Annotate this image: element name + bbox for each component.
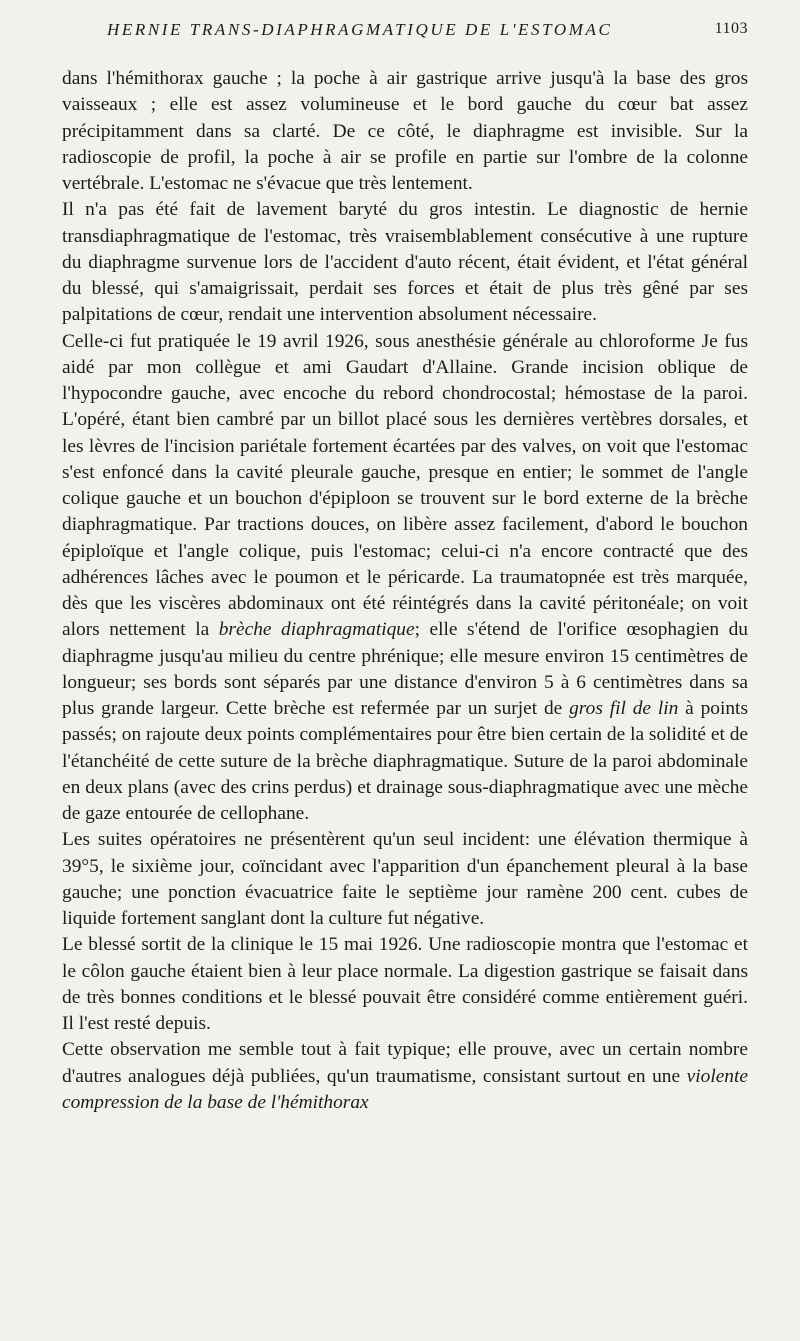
italic-phrase: brèche diaphragmatique (218, 619, 415, 641)
paragraph-text: à points passés; on rajoute deux points complémentaires pour être bien certain de la solidité et de l'étanchéité de cette suture de la brèche diaphragmatique. Suture de la paroi abdominale en deux plans (avec des crins perdus) et drainage sous-diaphragmatique avec une mèche de gaze entourée de cellophane. (62, 698, 748, 824)
paragraph (62, 1037, 748, 1116)
running-head (62, 0, 748, 66)
paragraph (62, 827, 748, 932)
italic-phrase: gros fil de lin (569, 698, 679, 719)
paragraph-text: dans l'hémithorax gauche ; la poche à air gastrique arrive jusqu'à la base des gros vaisseaux ; elle est assez volumineuse et le bord gauche du cœur bat assez précipitamment dans sa clarté. De ce côté, le diaphragme est invisible. Sur la radioscopie de profil, la poche à air se profile en partie sur l'ombre de la colonne vertébrale. L'estomac ne s'évacue que très lentement. (62, 68, 748, 194)
paragraph (62, 66, 748, 197)
body-text (62, 66, 748, 1116)
paragraph-text: Cette observation me semble tout à fait typique; elle prouve, avec un certain nombre d'autres analogues déjà publiées, qu'un traumatisme, consistant surtout en une (62, 1039, 748, 1087)
paragraph-text: ; elle s'étend de l'orifice œsophagien du diaphragme jusqu'au milieu du centre phrénique; elle mesure environ 15 centimètres de longueur; ses bords sont séparés par une distance d'environ 5 à 6 centimètres dans sa plus grande largeur. Cette brèche est refermée par un surjet de (62, 619, 748, 719)
paragraph-text: Il n'a pas été fait de lavement baryté du gros intestin. Le diagnostic de hernie transdiaphragmatique de l'estomac, très vraisemblablement consécutive à une rupture du diaphragme survenue lors de l'accident d'auto récent, était évident, et l'état général du blessé, qui s'amaigrissait, perdait ses forces et était de plus très gêné par ses palpitations de cœur, rendait une intervention absolument nécessaire. (62, 199, 748, 326)
paragraph-text: Les suites opératoires ne présentèrent qu'un seul incident: une élévation thermique à 39°5, le sixième jour, coïncidant avec l'apparition d'un épanchement pleural à la base gauche; une ponction évacuatrice faite le septième jour ramène 200 cent. cubes de liquide fortement sanglant dont la culture fut négative. (62, 829, 748, 929)
paragraph-text: Celle-ci fut pratiquée le 19 avril 1926, sous anesthésie générale au chloroforme Je fus aidé par mon collègue et ami Gaudart d'Allaine. Grande incision oblique de l'hypocondre gauche, avec encoche du rebord chondrocostal; hémostase de la paroi. L'opéré, étant bien cambré par un billot placé sous les dernières vertèbres dorsales, et les lèvres de l'incision pariétale fortement écartées par des valves, on voit que l'estomac s'est enfoncé dans la cavité pleurale gauche, presque en entier; le sommet de l'angle colique gauche et un bouchon d'épiploon se trouvent sur le bord externe de la brèche diaphragmatique. Par tractions douces, on libère assez facilement, d'abord le bouchon épiploïque et l'angle colique, puis l'estomac; celui-ci n'a encore contracté que des adhérences lâches avec le poumon et le péricarde. La traumatopnée est très marquée, dès que les viscères abdominaux ont été réintégrés dans la cavité péritonéale; on voit alors nettement la (62, 330, 748, 641)
page-number: 1103 (714, 20, 748, 37)
paragraph (62, 197, 748, 328)
paragraph (62, 932, 748, 1037)
paragraph-text: Le blessé sortit de la clinique le 15 mai 1926. Une radioscopie montra que l'estomac et le côlon gauche étaient bien à leur place normale. La digestion gastrique se faisait dans de très bonnes conditions et le blessé pouvait être considéré comme entièrement guéri. Il l'est resté depuis. (62, 934, 748, 1034)
paragraph (62, 329, 748, 828)
italic-phrase: violente compression de la base de l'hémithorax (62, 1065, 748, 1113)
running-title: HERNIE TRANS-DIAPHRAGMATIQUE DE L'ESTOMAC (107, 20, 613, 39)
